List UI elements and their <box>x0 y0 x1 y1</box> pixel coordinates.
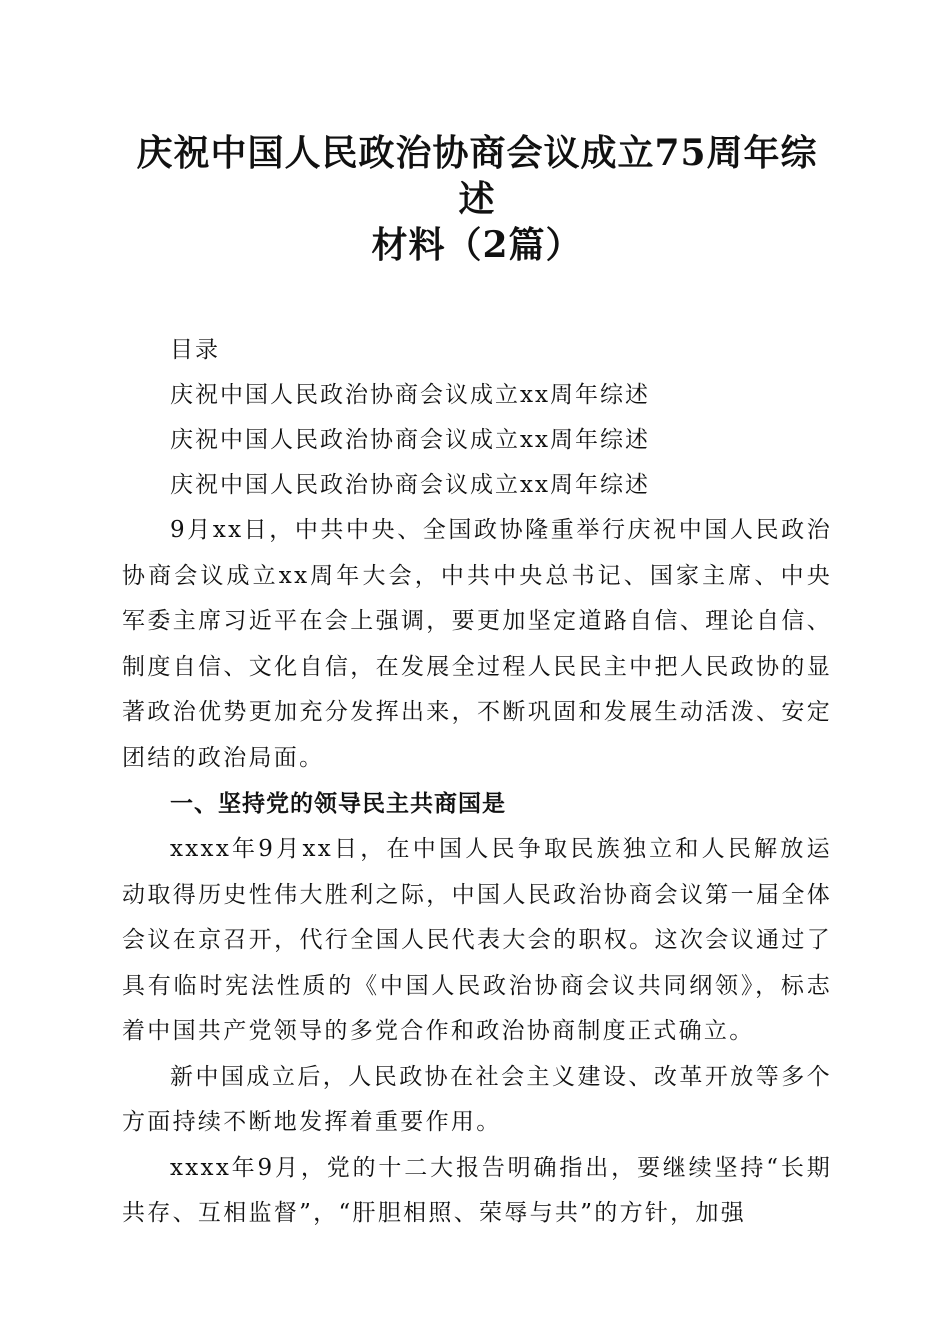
intro-paragraph: 9月xx日，中共中央、全国政协隆重举行庆祝中国人民政治协商会议成立xx周年大会，中共中央总书记、国家主席、中央军委主席习近平在会上强调，要更加坚定道路自信、理论自信、制度自信、文化自信，在发展全过程人民民主中把人民政协的显著政治优势更加充分发挥出来，不断巩固和发展生动活泼、安定团结的政治局面。 <box>122 517 832 771</box>
toc-item: 庆祝中国人民政治协商会议成立xx周年综述 <box>170 427 650 453</box>
title-line-2: 材料（2篇） <box>371 224 583 266</box>
toc-item: 庆祝中国人民政治协商会议成立xx周年综述 <box>170 382 650 408</box>
section-heading: 一、坚持党的领导民主共商国是 <box>170 791 506 817</box>
body-paragraph: xxxx年9月，党的十二大报告明确指出，要继续坚持“长期共存、互相监督”，“肝胆相照、荣辱与共”的方针，加强 <box>122 1154 832 1226</box>
table-of-contents <box>122 373 832 508</box>
body-paragraph: 新中国成立后，人民政协在社会主义建设、改革开放等多个方面持续不断地发挥着重要作用。 <box>122 1063 832 1135</box>
document-title <box>122 130 832 268</box>
body-paragraph: xxxx年9月xx日，在中国人民争取民族独立和人民解放运动取得历史性伟大胜利之际，中国人民政治协商会议第一届全体会议在京召开，代行全国人民代表大会的职权。这次会议通过了具有临时宪法性质的《中国人民政治协商会议共同纲领》，标志着中国共产党领导的多党合作和政治协商制度正式确立。 <box>122 836 832 1044</box>
toc-item: 庆祝中国人民政治协商会议成立xx周年综述 <box>170 472 650 498</box>
toc-heading: 目录 <box>170 337 220 363</box>
title-line-1: 庆祝中国人民政治协商会议成立75周年综述 <box>136 132 818 220</box>
